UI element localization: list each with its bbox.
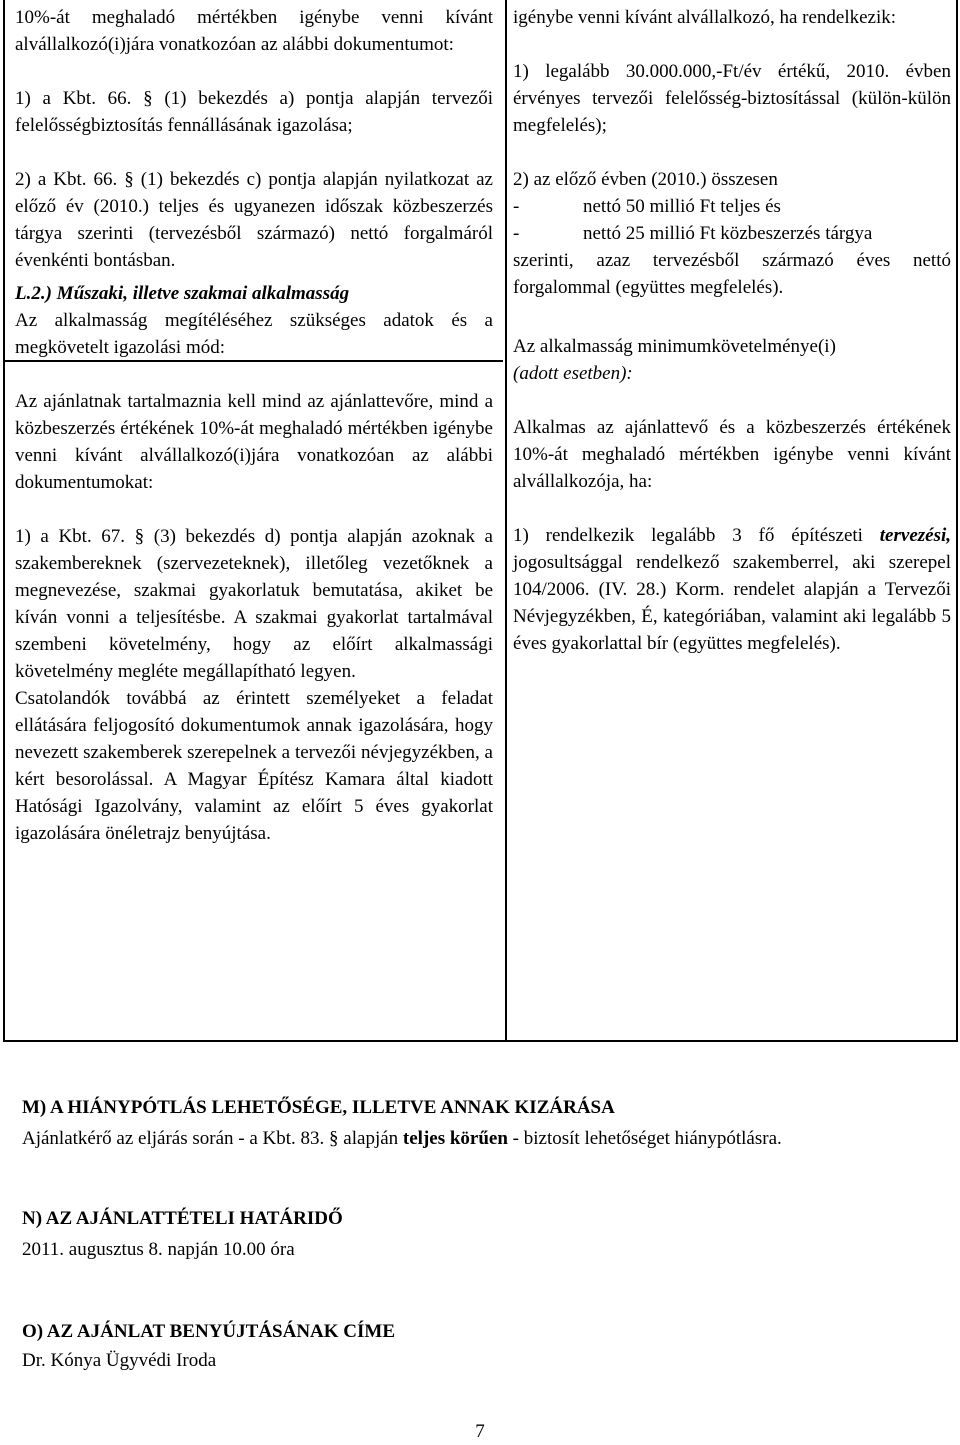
section-o-text: Dr. Kónya Ügyvédi Iroda xyxy=(22,1350,217,1371)
page-number: 7 xyxy=(475,1421,485,1442)
dash-item-1: - nettó 50 millió Ft teljes és xyxy=(513,196,781,217)
requirements-table xyxy=(3,0,958,1042)
left-paragraph-1: 10%-át meghaladó mértékben igénybe venni kívánt alvállalkozó(i)jára vonatkozóan az alábbi dokumentumot: xyxy=(15,7,493,55)
left-column xyxy=(15,4,493,847)
left-paragraph-6: 1) a Kbt. 67. § (3) bekezdés d) pontja alapján azoknak a szakembereknek (szervezeteknek), illetőleg vezetőknek a megnevezése, szakmai gyakorlatuk bemutatása, akiket be kíván vonni a teljesítésbe. A szakmai gyakorlat tartalmával szembeni követelmény, hogy az előírt alkalmassági követelmény megléte megállapítható legyen. xyxy=(15,526,493,682)
left-paragraph-3: 2) a Kbt. 66. § (1) bekezdés c) pontja alapján nyilatkozat az előző év (2010.) teljes és ugyanezen időszak közbeszerzés tárgya szerinti (tervezésből származó) nettó forgalmáról évenkénti bontásban. xyxy=(15,169,493,271)
section-m xyxy=(22,1094,922,1152)
section-n-title: N) AZ AJÁNLATTÉTELI HATÁRIDŐ xyxy=(22,1208,343,1229)
right-paragraph-5: Alkalmas az ajánlattevő és a közbeszerzés értékének 10%-át meghaladó mértékben igénybe venni kívánt alvállalkozója, ha: xyxy=(513,417,951,492)
section-m-text: Ajánlatkérő az eljárás során - a Kbt. 83. § alapján teljes körűen - biztosít lehetőséget hiánypótlásra. xyxy=(22,1128,782,1149)
right-paragraph-3b: szerinti, azaz tervezésből származó éves nettó forgalommal (együttes megfelelés). xyxy=(513,250,951,298)
left-paragraph-7: Csatolandók továbbá az érintett személyeket a feladat ellátására feljogosító dokumentumok annak igazolására, hogy nevezett szakemberek szerepelnek a tervezői névjegyzékben, a kért besorolással. A Magyar Építész Kamara által kiadott Hatósági Igazolvány, valamint az előírt 5 éves gyakorlat igazolására önéletrajz benyújtása. xyxy=(15,688,493,844)
right-paragraph-4b: (adott esetben): xyxy=(513,363,633,384)
right-paragraph-2: 1) legalább 30.000.000,-Ft/év értékű, 2010. évben érvényes tervezői felelősség-biztosítással (külön-külön megfelelés); xyxy=(513,61,951,136)
left-paragraph-5: Az ajánlatnak tartalmaznia kell mind az ajánlattevőre, mind a közbeszerzés értékének 10%-át meghaladó mértékben igénybe venni kívánt alvállalkozó(i)jára vonatkozóan az alábbi dokumentumokat: xyxy=(15,391,493,493)
dash-item-2: - nettó 25 millió Ft közbeszerzés tárgya xyxy=(513,223,873,244)
right-paragraph-1: igénybe venni kívánt alvállalkozó, ha rendelkezik: xyxy=(513,7,897,28)
right-paragraph-6: 1) rendelkezik legalább 3 fő építészeti tervezési, jogosultsággal rendelkező szakemberrel, aki szerepel 104/2006. (IV. 28.) Korm. rendelet alapján a Tervezői Névjegyzékben, É, kategóriában, valamint aki legalább 5 éves gyakorlattal bír (együttes megfelelés). xyxy=(513,525,952,654)
left-paragraph-4: Az alkalmasság megítéléséhez szükséges adatok és a megkövetelt igazolási mód: xyxy=(15,310,493,358)
section-o xyxy=(22,1318,922,1374)
section-n-text: 2011. augusztus 8. napján 10.00 óra xyxy=(22,1239,295,1260)
section-heading-l2: L.2.) Műszaki, illetve szakmai alkalmasság xyxy=(15,283,350,304)
section-o-title: O) AZ AJÁNLAT BENYÚJTÁSÁNAK CÍME xyxy=(22,1321,396,1342)
right-paragraph-3: 2) az előző évben (2010.) összesen xyxy=(513,169,778,190)
column-divider xyxy=(505,0,507,1040)
right-paragraph-4a: Az alkalmasság minimumkövetelménye(i) xyxy=(513,336,836,357)
left-paragraph-2: 1) a Kbt. 66. § (1) bekezdés a) pontja alapján tervezői felelősségbiztosítás fennállásának igazolása; xyxy=(15,88,493,136)
section-m-title: M) A HIÁNYPÓTLÁS LEHETŐSÉGE, ILLETVE ANNAK KIZÁRÁSA xyxy=(22,1097,615,1118)
section-n xyxy=(22,1205,922,1263)
right-column xyxy=(513,4,951,657)
